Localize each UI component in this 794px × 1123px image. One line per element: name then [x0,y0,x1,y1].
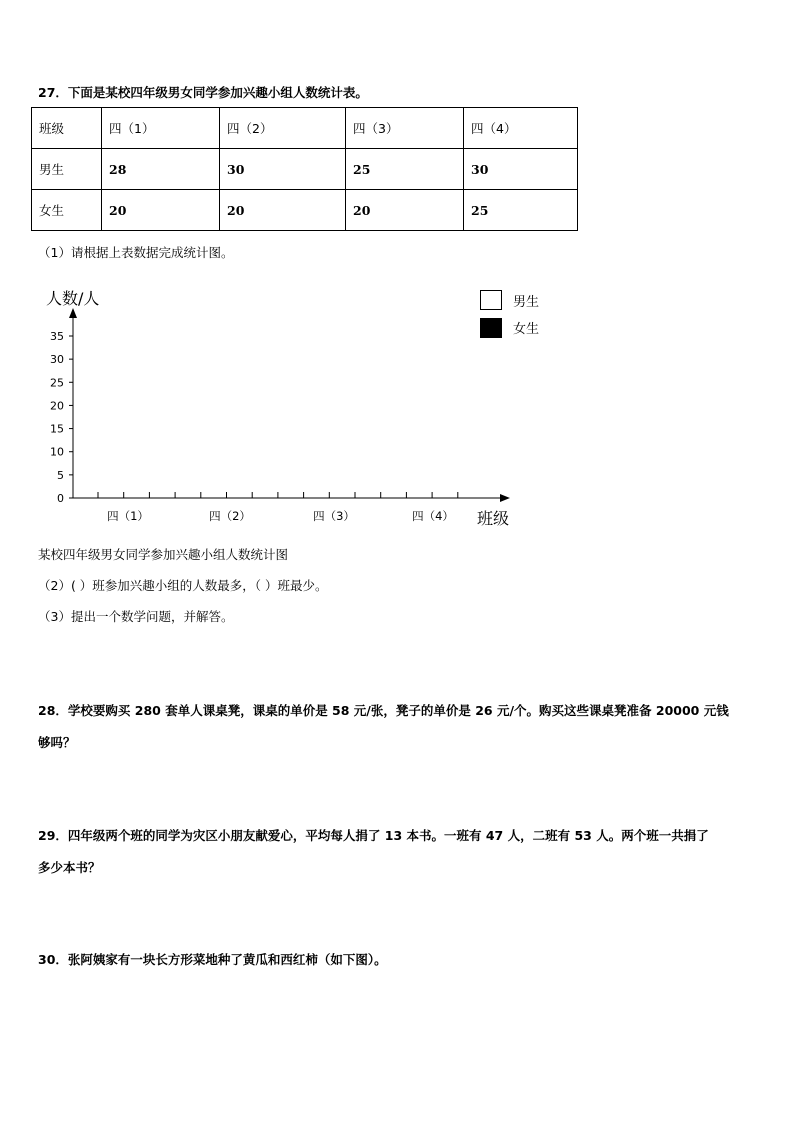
x-axis-arrow-icon [500,494,510,502]
table-header-row [32,108,578,149]
y-tick-label: 10 [50,445,64,459]
table-cell: 28 [102,149,220,190]
q27-part3: （3）提出一个数学问题，并解答。 [38,609,234,624]
table-cell: 20 [346,190,464,231]
y-tick-label: 0 [57,492,64,505]
q27-part1: （1）请根据上表数据完成统计图。 [38,245,234,260]
table-header-cell: 四（2） [220,108,346,149]
q27-title: 27．下面是某校四年级男女同学参加兴趣小组人数统计表。 [38,85,368,100]
q29-line2: 多少本书？ [38,860,101,875]
table-row-label: 女生 [32,190,102,231]
y-axis-label: 人数/人 [46,289,100,308]
chart-area [0,280,794,550]
y-tick-label: 25 [50,376,64,390]
q28-line2: 够吗？ [38,735,76,750]
stats-table [31,107,578,231]
q27-part2: （2）( ）班参加兴趣小组的人数最多，（ ）班最少。 [38,578,328,593]
y-tick-label: 35 [50,330,64,343]
legend-boys-swatch [480,290,502,310]
table-row-girls [32,190,578,231]
y-axis-arrow-icon [69,308,77,318]
q28-line1: 28．学校要购买 280 套单人课桌凳，课桌的单价是 58 元/张，凳子的单价是 26 元/个。购买这些课桌凳准备 20000 元钱 [38,703,729,718]
table-cell: 30 [220,149,346,190]
x-category-label: 四（1） [107,509,149,523]
legend-boys-label: 男生 [513,295,540,310]
table-row-label: 男生 [32,149,102,190]
table-cell: 20 [220,190,346,231]
q30-line1: 30．张阿姨家有一块长方形菜地种了黄瓜和西红柿（如下图）。 [38,952,387,967]
table-header-cell: 班级 [32,108,102,149]
y-tick-label: 30 [50,353,64,367]
table-cell: 25 [346,149,464,190]
legend-girls-label: 女生 [513,322,540,337]
q29-line1: 29．四年级两个班的同学为灾区小朋友献爱心，平均每人捐了 13 本书。一班有 47 人，二班有 53 人。两个班一共捐了 [38,828,709,843]
table-row-boys [32,149,578,190]
table-cell: 20 [102,190,220,231]
table-header-cell: 四（3） [346,108,464,149]
y-tick-label: 15 [50,422,64,436]
y-tick-label: 20 [50,399,64,413]
x-category-label: 四（4） [412,509,454,523]
table-cell: 25 [464,190,578,231]
table-cell: 30 [464,149,578,190]
legend-girls-swatch [480,318,502,338]
table-header-cell: 四（4） [464,108,578,149]
table-header-cell: 四（1） [102,108,220,149]
y-tick-label: 5 [57,468,64,482]
x-category-label: 四（3） [313,509,355,523]
x-category-label: 四（2） [209,509,251,523]
x-axis-label: 班级 [477,509,510,528]
chart-caption: 某校四年级男女同学参加兴趣小组人数统计图 [38,547,289,562]
